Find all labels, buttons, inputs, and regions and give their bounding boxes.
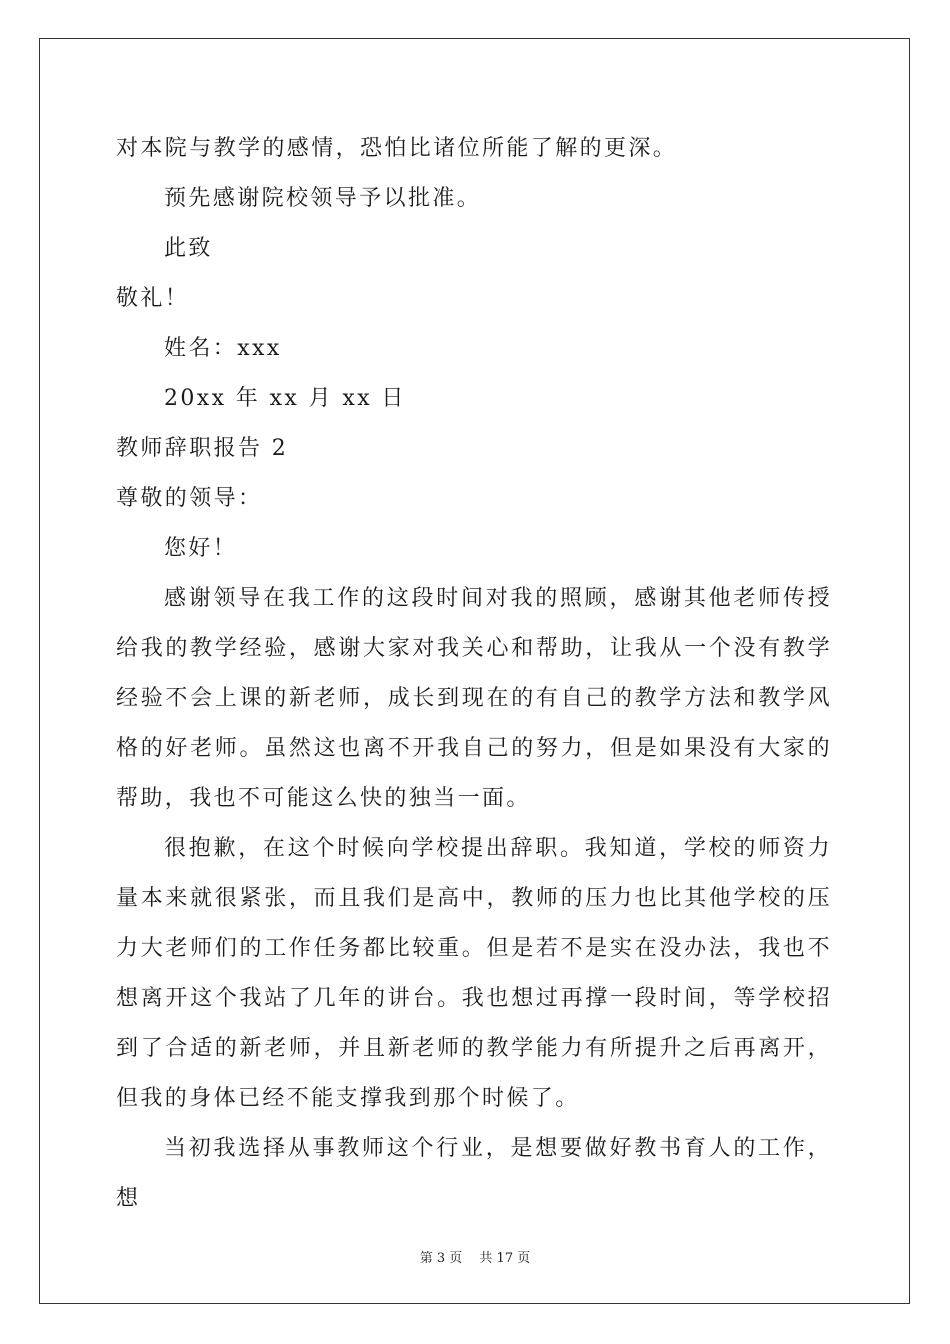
signature-name: 姓名：xxx (164, 336, 282, 361)
text-line: 对本院与教学的感情，恐怕比诸位所能了解的更深。 (116, 136, 678, 161)
body-paragraph: 很抱歉，在这个时候向学校提出辞职。我知道，学校的师资力量本来就很紧张，而且我们是高中，教师的压力也比其他学校的压力大老师们的工作任务都比较重。但是若不是实在没办法，我也不想离开这个我站了几年的讲台。我也想过再撑一段时间，等学校招到了合适的新老师，并且新老师的教学能力有所提升之后再离开，但我的身体已经不能支撑我到那个时候了。 (116, 836, 832, 1111)
closing-regards: 敬礼！ (116, 286, 190, 311)
page-number-footer: 第 3 页 共 17 页 (419, 1251, 531, 1266)
letter-salutation: 尊敬的领导： (116, 486, 263, 511)
letter-greeting: 您好！ (164, 536, 238, 561)
body-paragraph: 感谢领导在我工作的这段时间对我的照顾，感谢其他老师传授给我的教学经验，感谢大家对我关心和帮助，让我从一个没有教学经验不会上课的新老师，成长到现在的有自己的教学方法和教学风格的好老师。虽然这也离不开我自己的努力，但是如果没有大家的帮助，我也不可能这么快的独当一面。 (116, 586, 832, 811)
text-line: 预先感谢院校领导予以批准。 (164, 186, 482, 211)
section-title: 教师辞职报告 2 (116, 436, 289, 461)
closing-salutation: 此致 (164, 236, 213, 261)
document-body (116, 124, 832, 1224)
signature-date: 20xx 年 xx 月 xx 日 (164, 386, 406, 411)
body-paragraph: 当初我选择从事教师这个行业，是想要做好教书育人的工作，想 (116, 1136, 832, 1211)
